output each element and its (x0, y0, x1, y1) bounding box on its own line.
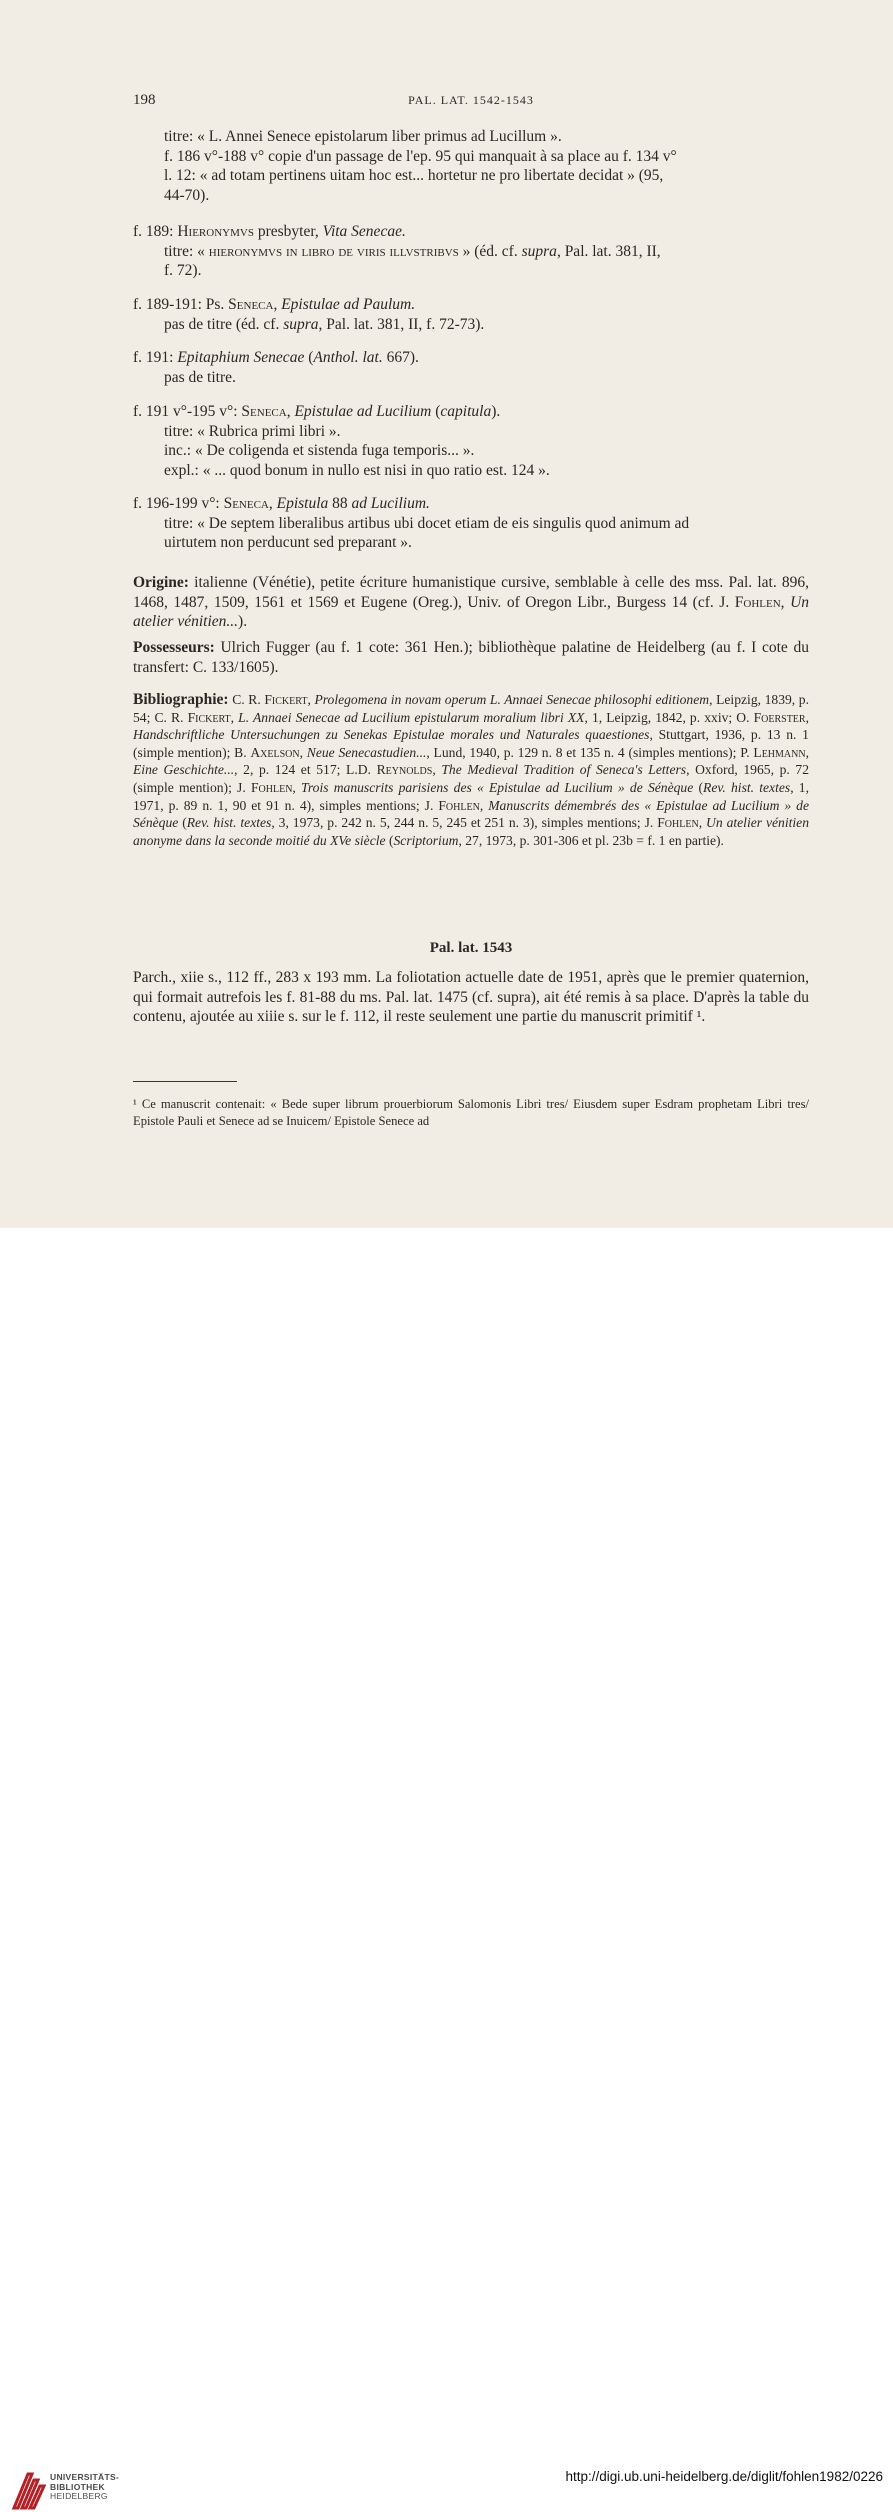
bibliography-fragment: , (292, 779, 302, 795)
entry-title-line: titre: « hieronymvs in libro de viris illvstribvs » (éd. cf. supra, Pal. lat. 381, II, (164, 242, 661, 260)
bibliography-fragment: Eine Geschichte... (133, 762, 235, 778)
origine-paragraph: Origine: italienne (Vénétie), petite écriture humanistique cursive, semblable à celle des mss. Pal. lat. 896, 1468, 1487, 1509, 1561 et 1569 et Eugene (Oreg.), Univ. of Oregon Libr., Burgess 14 (cf. J. Fohlen, Un atelier vénitien...). (133, 574, 810, 630)
bibliography-fragment: Prolegomena in novam operum L. Annaei Senecae philosophi editionem (314, 692, 710, 707)
bibliography-fragment: C. R. (228, 692, 265, 707)
section-title: Pal. lat. 1543 (429, 940, 513, 956)
text-line: titre: « L. Annei Senece epistolarum liber primus ad Lucillum ». (164, 128, 562, 145)
permalink-url[interactable]: http://digi.ub.uni-heidelberg.de/diglit/fohlen1982/0226 (565, 2469, 883, 2484)
bibliography-fragment: Rev. hist. textes (186, 815, 272, 831)
bibliography-fragment: Fohlen (250, 779, 293, 795)
bibliography-fragment: , 2, p. 124 et 517; L.D. (234, 762, 377, 778)
entry-epitaphium (133, 348, 809, 387)
bibliography-fragment: ( (385, 832, 394, 848)
text-line: l. 12: « ad totam pertinens uitam hoc est... hortetur ne pro libertate decidat » (95, (164, 167, 664, 184)
bibliography-fragment: Fohlen (438, 797, 480, 813)
entry-heading: f. 189: Hieronymvs presbyter, Vita Senecae. (133, 223, 406, 240)
text-line: f. 186 v°-188 v° copie d'un passage de l'ep. 95 qui manquait à sa place au f. 134 v° (164, 147, 677, 165)
text-line: titre: « De septem liberalibus artibus ubi docet etiam de eis singulis quod animum ad (164, 514, 690, 532)
text-line: pas de titre. (164, 368, 236, 386)
bibliography-fragment: , (307, 692, 315, 707)
footnote-rule (133, 1081, 237, 1082)
bibliography-fragment: , 1, Leipzig, 1842, p. xxiv; O. (584, 709, 754, 725)
bibliography-fragment: Fickert (187, 709, 231, 725)
bibliography-fragment: The Medieval Tradition of Seneca's Letters (441, 762, 687, 778)
entry-epistula-88 (133, 494, 809, 553)
bibliography-fragment: Fickert (264, 692, 308, 707)
bibliography-fragment: , Lund, 1940, p. 129 n. 8 et 135 n. 4 (simples mentions); P. (426, 744, 754, 760)
text-line: expl.: « ... quod bonum in nullo est nisi in quo ratio est. 124 ». (164, 461, 550, 479)
section-description: Parch., xiie s., 112 ff., 283 x 193 mm. La foliotation actuelle date de 1951, après que le premier quaternion, qui formait autrefois les f. 81-88 du ms. Pal. lat. 1475 (cf. supra), ait été remis à sa place. D'après la table du contenu, ajoutée au xiiie s. sur le f. 112, il reste seulement une partie du manuscrit primitif ¹. (133, 969, 809, 1025)
bibliography-fragment: , (432, 762, 442, 778)
entry-continuation (133, 127, 809, 205)
bibliography-fragment: ( (178, 815, 187, 831)
bibliography-fragment: ( (693, 779, 704, 795)
bibliography-fragment: , 3, 1973, p. 242 n. 5, 244 n. 5, 245 et 251 n. 3), simples mentions; J. (271, 815, 658, 831)
possesseurs-label: Possesseurs: (133, 639, 215, 656)
text-line: f. 72). (164, 262, 202, 279)
text-line: 44-70). (164, 186, 210, 204)
bibliography-fragment: Fohlen (657, 815, 699, 831)
entry-heading: f. 191: Epitaphium Senecae (Anthol. lat. 667). (133, 349, 419, 366)
bibliographie-paragraph (133, 691, 809, 849)
bibliography-fragment: Manuscrits démembrés des « Epistulae ad Lucilium » de Sénèque (133, 797, 809, 831)
bibliography-fragment: Un atelier vénitien anonyme dans la seconde moitié du XVe siècle (133, 815, 809, 848)
bibliography-fragment: Foerster (753, 709, 806, 725)
text-line: inc.: « De coligenda et sistenda fuga temporis... ». (164, 442, 475, 459)
bibliography-fragment: Rev. hist. textes (703, 779, 791, 795)
text-line: titre: « Rubrica primi libri ». (164, 422, 341, 440)
bibliography-fragment: , Oxford, 1965, p. 72 (simple mention); J. (133, 762, 810, 795)
possesseurs-paragraph: Possesseurs: Ulrich Fugger (au f. 1 cote: 361 Hen.); bibliothèque palatine de Heidelberg (au f. I cote du transfert: C. 133/1605). (133, 639, 809, 676)
text-line: uirtutem non perducunt sed preparant ». (164, 534, 412, 551)
bibliography-fragment: , Stuttgart, 1936, p. 13 n. 1 (simple mention); B. (133, 727, 809, 760)
entry-heading: f. 191 v°-195 v°: Seneca, Epistulae ad Lucilium (capitula). (133, 403, 501, 420)
library-name: UNIVERSITÄTS- BIBLIOTHEK HEIDELBERG (50, 2472, 120, 2501)
page-number: 198 (133, 92, 156, 108)
scanned-page (0, 0, 893, 1228)
bibliography-fragment: Trois manuscrits parisiens des « Epistulae ad Lucilium » de Sénèque (301, 779, 694, 795)
bibliography-fragment: Neue Senecastudien... (306, 744, 427, 760)
bibliography-fragment: Axelson (250, 744, 300, 760)
bibliography-fragment: Scriptorium (393, 832, 459, 848)
entry-heading: f. 196-199 v°: Seneca, Epistula 88 ad Lucilium. (133, 495, 430, 512)
library-logo-icon (10, 2468, 50, 2512)
viewer-footer (0, 1228, 893, 2501)
entry-heading: f. 189-191: Ps. Seneca, Epistulae ad Paulum. (133, 296, 416, 313)
bibliography-fragment: Lehmann (753, 744, 806, 760)
bibliography-fragment: , 27, 1973, p. 301-306 et pl. 23b = f. 1 en partie). (458, 832, 724, 848)
bibliography-fragment: , (698, 815, 707, 831)
bibliographie-label: Bibliographie: (133, 691, 229, 708)
entry-title-line: pas de titre (éd. cf. supra, Pal. lat. 381, II, f. 72-73). (164, 315, 485, 333)
bibliography-fragment: , (805, 744, 809, 760)
bibliography-fragment: , (805, 709, 809, 725)
entry-epistulae-lucilium (133, 402, 809, 480)
footnote: ¹ Ce manuscrit contenait: « Bede super librum prouerbiorum Salomonis Libri tres/ Eiusdem super Esdram prophetam Libri tres/ Epistole Pauli et Senece ad se Inuicem/ Epistole Senece ad (133, 1097, 809, 1128)
entry-epistulae-paulum (133, 295, 809, 334)
bibliography-fragment: L. Annaei Senecae ad Lucilium epistularum moralium libri XX (238, 709, 585, 725)
bibliography-fragment: , 1, 1971, p. 89 n. 1, 90 et 91 n. 4), simples mentions; J. (133, 779, 809, 813)
running-title: PAL. LAT. 1542-1543 (408, 93, 534, 107)
bibliography-fragment: , Leipzig, 1839, p. 54; C. R. (133, 692, 809, 725)
bibliography-fragment: Reynolds (376, 762, 433, 778)
bibliography-fragment: , (230, 709, 239, 725)
bibliography-fragment: , (479, 797, 489, 813)
bibliography-fragment: , (299, 744, 307, 760)
bibliography-fragment: Handschriftliche Untersuchungen zu Senekas Epistulae morales und Naturales quaestiones (133, 727, 650, 743)
origine-label: Origine: (133, 574, 189, 591)
entry-hieronymus (133, 222, 809, 281)
